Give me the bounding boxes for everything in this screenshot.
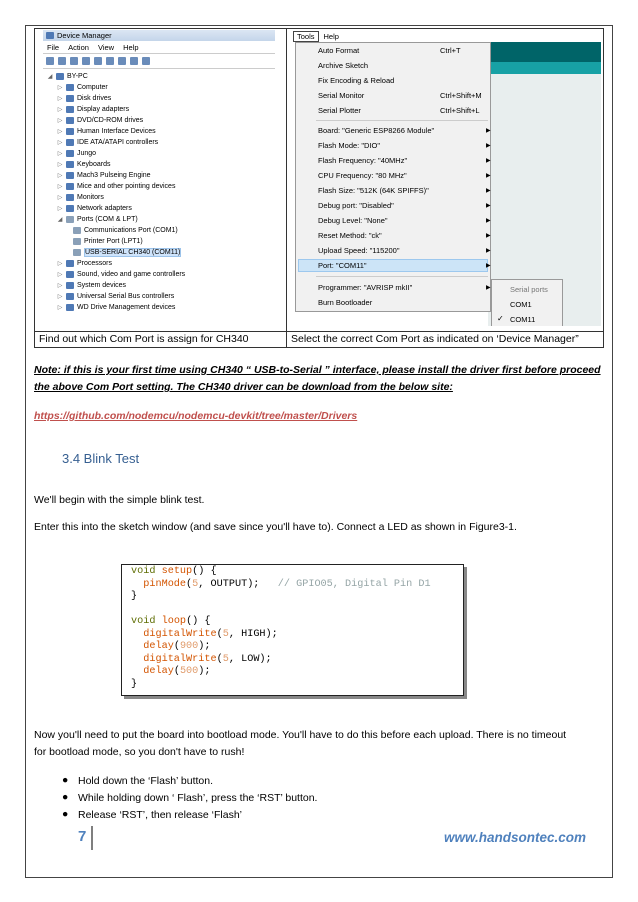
port-icon <box>73 227 81 234</box>
forward-icon[interactable] <box>58 57 66 65</box>
menu-view[interactable]: View <box>97 42 115 52</box>
note-line-2: the above Com Port setting. The CH340 driver can be download from the below site: <box>34 381 453 393</box>
code-line <box>122 604 463 617</box>
ide-tab-bar <box>488 62 601 74</box>
menu-item-flash-frequency[interactable]: Flash Frequency: "40MHz" <box>318 156 408 165</box>
device-icon <box>66 260 74 267</box>
menu-item-serial-monitor[interactable]: Serial Monitor <box>318 91 365 100</box>
device-icon <box>66 304 74 311</box>
bullet-icon: ● <box>62 774 69 786</box>
device-icon <box>66 293 74 300</box>
device-icon <box>66 271 74 278</box>
bullet-icon: ● <box>62 808 69 820</box>
expand-icon[interactable]: ▷ <box>57 107 63 113</box>
menu-item-programmer[interactable]: Programmer: "AVRISP mkII" <box>318 283 413 292</box>
disable-icon[interactable] <box>130 57 138 65</box>
code-line: delay(900); <box>143 641 211 652</box>
tree-item[interactable]: ▷ Computer <box>57 84 108 91</box>
view-icon[interactable] <box>82 57 90 65</box>
expand-icon[interactable]: ▷ <box>57 140 63 146</box>
tree-item[interactable]: ▷ Disk drives <box>57 95 112 102</box>
paragraph: for bootload mode, so you don't have to rush! <box>34 746 245 758</box>
tree-item[interactable]: ▷ Monitors <box>57 194 104 201</box>
device-tree <box>43 69 275 313</box>
code-block <box>121 564 464 696</box>
tree-item[interactable]: ▷ Keyboards <box>57 161 111 168</box>
menu-item-board[interactable]: Board: "Generic ESP8266 Module" <box>318 126 435 135</box>
expand-icon[interactable]: ▷ <box>57 283 63 289</box>
code-line: pinMode(5, OUTPUT); // GPIO05, Digital Pin D1 <box>143 578 431 590</box>
device-icon <box>66 139 74 146</box>
device-icon <box>66 172 74 179</box>
back-icon[interactable] <box>46 57 54 65</box>
code-line: void setup() { <box>131 566 217 577</box>
note-line-1: Note: if this is your first time using CH340 “ USB-to-Serial ” interface, please install the driver first before proceed <box>34 364 601 376</box>
submenu-arrow-icon: ▶ <box>486 285 491 291</box>
paragraph: Now you'll need to put the board into bootload mode. You'll have to do this before each upload. There is no timeout <box>34 729 567 741</box>
tree-item-port[interactable]: Communications Port (COM1) <box>47 225 275 236</box>
tree-root[interactable]: ◢ BY-PC <box>47 73 88 80</box>
code-line: void loop() { <box>131 616 211 627</box>
ide-menubar <box>293 30 601 42</box>
code-line: digitalWrite(5, LOW); <box>143 653 272 665</box>
menu-item-reset-method[interactable]: Reset Method: "ck" <box>318 231 382 240</box>
expand-icon[interactable]: ▷ <box>57 162 63 168</box>
bullet-icon: ● <box>62 791 69 803</box>
tree-item[interactable]: ▷ Universal Serial Bus controllers <box>57 293 175 300</box>
shortcut-label: Ctrl+T <box>440 46 461 55</box>
expand-icon[interactable]: ▷ <box>57 305 63 311</box>
tree-item-port-selected[interactable]: USB-SERIAL CH340 (COM11) <box>47 247 275 258</box>
device-manager-window <box>43 30 275 326</box>
menu-item-fix-encoding[interactable]: Fix Encoding & Reload <box>318 76 395 85</box>
collapse-icon[interactable]: ◢ <box>57 217 63 223</box>
expand-icon[interactable]: ▷ <box>57 173 63 179</box>
footer-divider <box>91 826 93 850</box>
menu-item-burn-bootloader[interactable]: Burn Bootloader <box>318 298 373 307</box>
expand-icon[interactable]: ▷ <box>57 184 63 190</box>
tree-item-ports[interactable]: ◢ Ports (COM & LPT) <box>57 216 138 223</box>
submenu-arrow-icon: ▶ <box>486 248 491 254</box>
arduino-ide-window <box>293 30 601 326</box>
submenu-arrow-icon: ▶ <box>486 218 491 224</box>
menu-item-debug-port[interactable]: Debug port: "Disabled" <box>318 201 394 210</box>
expand-icon[interactable]: ▷ <box>57 118 63 124</box>
menu-item-flash-mode[interactable]: Flash Mode: "DIO" <box>318 141 381 150</box>
submenu-arrow-icon: ▶ <box>486 143 491 149</box>
expand-icon[interactable]: ▷ <box>57 206 63 212</box>
footer-website: www.handsontec.com <box>444 830 587 845</box>
device-icon <box>66 128 74 135</box>
figure-table <box>34 28 604 348</box>
paragraph: Enter this into the sketch window (and save since you'll have to). Connect a LED as shown in Figure3-1. <box>34 521 517 533</box>
tree-item[interactable]: ▷ Mach3 Pulseing Engine <box>57 172 151 179</box>
tree-item[interactable]: ▷ Processors <box>57 260 113 267</box>
code-line: } <box>131 678 138 690</box>
device-icon <box>66 183 74 190</box>
shortcut-label: Ctrl+Shift+M <box>440 91 482 100</box>
tree-item[interactable]: ▷ Mice and other pointing devices <box>57 183 176 190</box>
menu-item-debug-level[interactable]: Debug Level: "None" <box>318 216 388 225</box>
device-icon <box>66 106 74 113</box>
uninstall-icon[interactable] <box>142 57 150 65</box>
submenu-header: Serial ports <box>510 285 548 294</box>
device-icon <box>66 205 74 212</box>
menu-item-serial-plotter[interactable]: Serial Plotter <box>318 106 361 115</box>
menu-item-archive-sketch[interactable]: Archive Sketch <box>318 61 369 70</box>
device-icon <box>66 95 74 102</box>
submenu-arrow-icon: ▶ <box>486 173 491 179</box>
tree-item[interactable]: ▷ WD Drive Management devices <box>57 304 176 311</box>
tree-item[interactable]: ▷ DVD/CD-ROM drives <box>57 117 144 124</box>
expand-icon[interactable]: ▷ <box>57 294 63 300</box>
table-divider <box>35 331 603 332</box>
menu-item-cpu-frequency[interactable]: CPU Frequency: "80 MHz" <box>318 171 407 180</box>
submenu-arrow-icon: ▶ <box>486 233 491 239</box>
list-item: Release ‘RST’, then release ‘Flash’ <box>78 809 242 821</box>
expand-icon[interactable]: ▷ <box>57 272 63 278</box>
paragraph: We'll begin with the simple blink test. <box>34 494 205 506</box>
help-icon[interactable] <box>94 57 102 65</box>
window-titlebar <box>43 30 275 41</box>
collapse-icon[interactable]: ◢ <box>47 74 53 80</box>
list-item: While holding down ‘ Flash’, press the ‘RST’ button. <box>78 792 318 804</box>
list-item: Hold down the ‘Flash’ button. <box>78 775 214 787</box>
tree-item[interactable]: ▷ System devices <box>57 282 127 289</box>
expand-icon[interactable]: ▷ <box>57 195 63 201</box>
menu-separator <box>316 276 488 277</box>
expand-icon[interactable]: ▷ <box>57 151 63 157</box>
table-divider <box>286 29 287 347</box>
checkmark-icon: ✓ <box>497 314 504 323</box>
menu-item-auto-format[interactable]: Auto Format <box>318 46 360 55</box>
device-icon <box>66 117 74 124</box>
submenu-arrow-icon: ▶ <box>486 188 491 194</box>
tree-item[interactable]: ▷ Display adapters <box>57 106 130 113</box>
tools-menu <box>295 42 491 312</box>
caption-left: Find out which Com Port is assign for CH340 <box>39 333 249 345</box>
driver-link[interactable]: https://github.com/nodemcu/nodemcu-devkit/tree/master/Drivers <box>34 410 358 422</box>
tree-item[interactable]: ▷ Human Interface Devices <box>57 128 156 135</box>
page-number: 7 <box>78 828 87 845</box>
expand-icon[interactable]: ▷ <box>57 96 63 102</box>
window-title: Device Manager <box>57 31 112 40</box>
port-icon <box>73 249 81 256</box>
expand-icon[interactable]: ▷ <box>57 85 63 91</box>
toolbar <box>43 54 275 69</box>
device-icon <box>66 84 74 91</box>
ide-toolbar-bg <box>488 42 601 62</box>
menu-help[interactable]: Help <box>123 42 139 52</box>
update-driver-icon[interactable] <box>118 57 126 65</box>
device-manager-icon <box>46 32 54 39</box>
port-icon <box>66 216 74 223</box>
submenu-item-com11[interactable]: COM11 <box>510 315 536 324</box>
expand-icon[interactable]: ▷ <box>57 261 63 267</box>
caption-right: Select the correct Com Port as indicated on ‘Device Manager” <box>291 333 579 345</box>
menu-tools[interactable]: Tools <box>293 31 319 42</box>
tree-item[interactable]: ▷ Jungo <box>57 150 97 157</box>
tree-item[interactable]: ▷ Network adapters <box>57 205 132 212</box>
submenu-arrow-icon: ▶ <box>486 263 491 269</box>
menu-file[interactable]: File <box>47 42 60 52</box>
device-icon <box>66 282 74 289</box>
properties-icon[interactable] <box>70 57 78 65</box>
submenu-arrow-icon: ▶ <box>486 158 491 164</box>
scan-icon[interactable] <box>106 57 114 65</box>
submenu-arrow-icon: ▶ <box>486 203 491 209</box>
device-icon <box>66 194 74 201</box>
tree-item[interactable]: ▷ Sound, video and game controllers <box>57 271 186 278</box>
computer-icon <box>56 73 64 80</box>
port-submenu <box>491 279 563 326</box>
submenu-arrow-icon: ▶ <box>486 128 491 134</box>
shortcut-label: Ctrl+Shift+L <box>440 106 480 115</box>
menu-item-port[interactable]: Port: "COM11" <box>318 261 367 270</box>
tree-item-port[interactable]: Printer Port (LPT1) <box>47 236 275 247</box>
code-line: digitalWrite(5, HIGH); <box>143 628 278 640</box>
section-heading: 3.4 Blink Test <box>62 451 140 466</box>
menu-item-upload-speed[interactable]: Upload Speed: "115200" <box>318 246 400 255</box>
submenu-item-com1[interactable]: COM1 <box>510 300 532 309</box>
device-icon <box>66 150 74 157</box>
code-line: } <box>131 591 138 602</box>
code-line: delay(500); <box>143 666 211 677</box>
port-icon <box>73 238 81 245</box>
menu-help[interactable]: Help <box>323 31 339 41</box>
expand-icon[interactable]: ▷ <box>57 129 63 135</box>
tree-item[interactable]: ▷ IDE ATA/ATAPI controllers <box>57 139 159 146</box>
menu-separator <box>316 120 488 121</box>
menu-bar <box>43 41 275 54</box>
device-icon <box>66 161 74 168</box>
menu-action[interactable]: Action <box>68 42 89 52</box>
menu-item-flash-size[interactable]: Flash Size: "512K (64K SPIFFS)" <box>318 186 429 195</box>
